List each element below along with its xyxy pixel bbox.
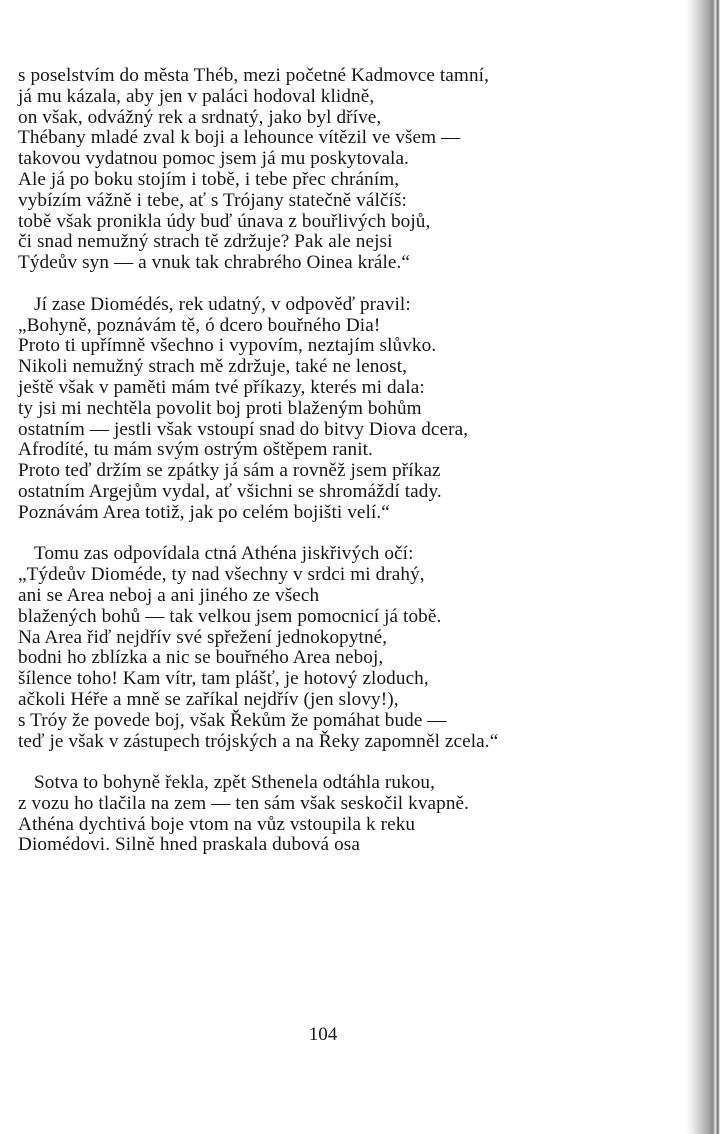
verse-line: Na Area řiď nejdřív své spřežení jednokopytné,: [18, 626, 388, 648]
verse-line: Diomédovi. Silně hned praskala dubová osa: [18, 834, 360, 856]
verse-line: Nikoli nemužný strach mě zdržuje, také ne lenost,: [18, 356, 408, 378]
verse-line: „Týdeův Diomédе, ty nad všechny v srdci mi drahý,: [18, 564, 425, 586]
verse-line: vybízím vážně i tebe, ať s Trójany statečně válčíš:: [18, 189, 407, 211]
poem-text: [18, 66, 658, 856]
verse-line: šílence toho! Kam vítr, tam plášť, je hotový zloduch,: [18, 668, 429, 690]
verse-line: bodni ho zblízka a nic se bouřného Area neboj,: [18, 647, 384, 669]
verse-line: Tomu zas odpovídala ctná Athéna jiskřivých očí:: [34, 543, 414, 565]
verse-line: Týdeův syn — a vnuk tak chrabrého Oinea krále.“: [18, 252, 411, 274]
verse-line: Athéna dychtivá boje vtom na vůz vstoupila k reku: [18, 813, 416, 835]
stanza-1: [18, 66, 658, 274]
verse-line: „Bohyně, poznávám tě, ó dcero bouřného Dia!: [18, 314, 381, 336]
verse-line: Poznávám Area totiž, jak po celém bojišti velí.“: [18, 501, 390, 523]
book-spine-shadow: [686, 0, 723, 1134]
verse-line: ostatním — jestli však vstoupí snad do bitvy Diova dcera,: [18, 418, 469, 440]
verse-line: Sotva to bohyně řekla, zpět Sthenela odtáhla rukou,: [34, 772, 436, 794]
verse-line: Proto ti upřímně všechno i vypovím, neztajím slůvko.: [18, 335, 437, 357]
verse-line: z vozu ho tlačila na zem — ten sám však seskočil kvapně.: [18, 792, 470, 814]
stanza-3: [18, 544, 658, 752]
verse-line: Afrodíté, tu mám svým ostrým oštěpem ranit.: [18, 439, 373, 461]
verse-line: teď je však v zástupech trójských a na Řeky zapomněl zcela.“: [18, 730, 499, 752]
verse-line: blažených bohů — tak velkou jsem pomocnicí já tobě.: [18, 605, 442, 627]
verse-line: on však, odvážný rek a srdnatý, jako byl dříve,: [18, 106, 382, 128]
stanza-2: [18, 295, 658, 524]
verse-line: ještě však v paměti mám tvé příkazy, kterés mi dala:: [18, 376, 425, 398]
verse-line: ani se Area neboj a ani jiného ze všech: [18, 584, 320, 606]
stanza-4: [18, 773, 658, 856]
verse-line: ačkoli Héře a mně se zaříkal nejdřív (jen slovy!),: [18, 688, 399, 710]
verse-line: ostatním Argejům vydal, ať všichni se shromáždí tady.: [18, 480, 442, 502]
verse-line: ty jsi mi nechtěla povolit boj proti blaženým bohům: [18, 397, 422, 419]
verse-line: takovou vydatnou pomoc jsem já mu poskytovala.: [18, 148, 409, 170]
verse-line: Thébany mladé zval k boji a lehounce vítězil ve všem —: [18, 127, 461, 149]
verse-line: tobě však pronikla údy buď únava z bouřlivých bojů,: [18, 210, 431, 232]
verse-line: já mu kázala, aby jen v paláci hodoval klidně,: [18, 85, 375, 107]
verse-line: s poselstvím do města Théb, mezi početné Kadmovce tamní,: [18, 65, 489, 86]
verse-line: či snad nemužný strach tě zdržuje? Pak ale nejsi: [18, 231, 393, 253]
verse-line: s Tróy že povede boj, však Řekům že pomáhat bude —: [18, 709, 447, 731]
verse-line: Proto teď držím se zpátky já sám a rovněž jsem příkaz: [18, 460, 441, 482]
verse-line: Jí zase Diomédés, rek udatný, v odpověď pravil:: [34, 293, 411, 315]
page-number: 104: [308, 1024, 338, 1045]
verse-line: Ale já po boku stojím i tobě, i tebe přec chráním,: [18, 168, 400, 190]
